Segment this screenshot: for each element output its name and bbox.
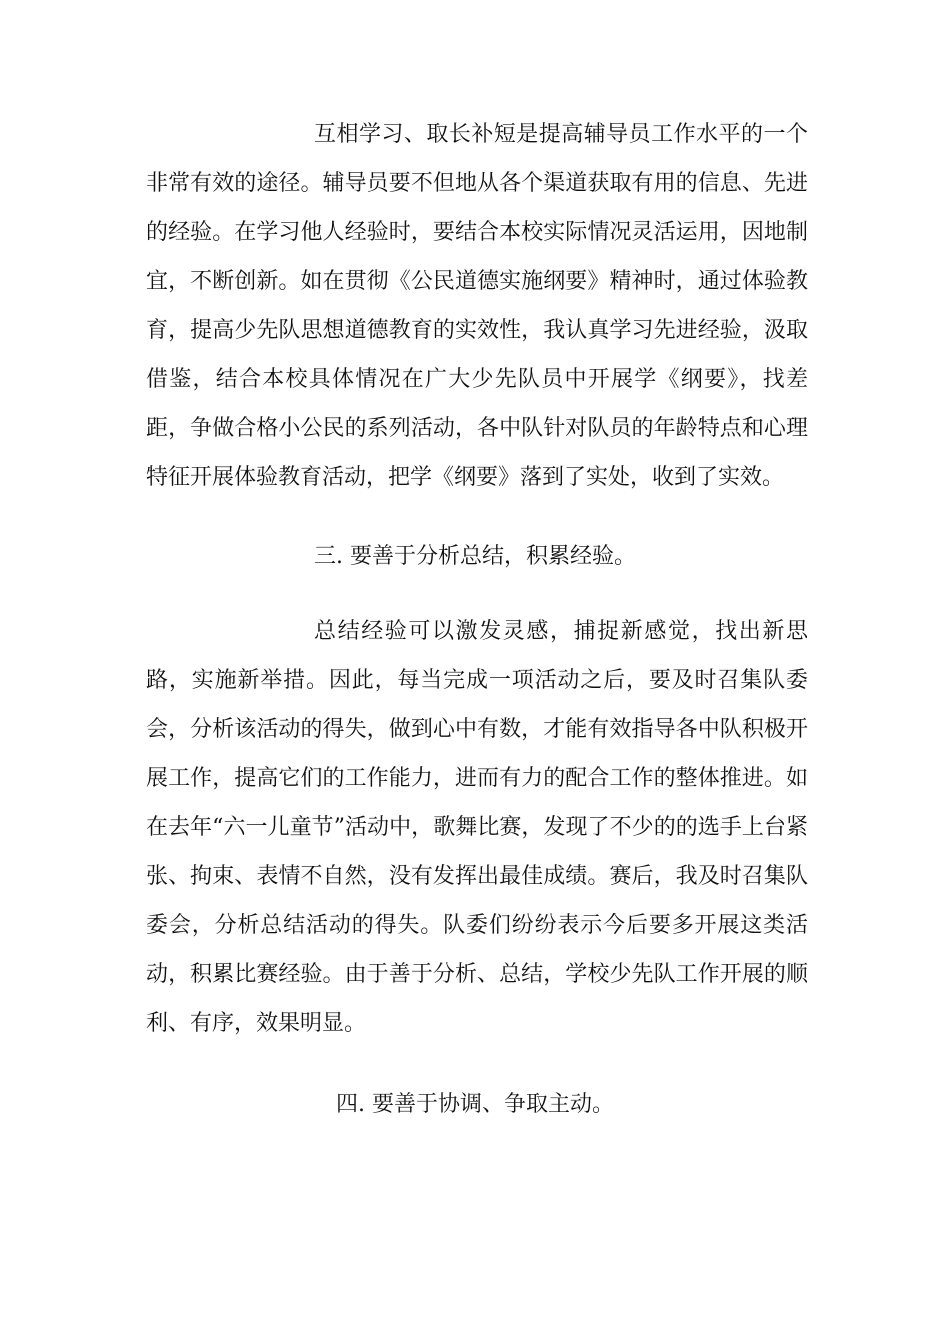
body-paragraph: 总结经验可以激发灵感，捕捉新感觉，找出新思路，实施新举措。因此，每当完成一项活动之后，要及时召集队委会，分析该活动的得失，做到心中有数，才能有效指导各中队积极开展工作，提高它们的工作能力，进而有力的配合工作的整体推进。如在去年“六一儿童节”活动中，歌舞比赛，发现了不少的的选手上台紧张、拘束、表情不自然，没有发挥出最佳成绩。赛后，我及时召集队委会，分析总结活动的得失。队委们纷纷表示今后要多开展这类活动，积累比赛经验。由于善于分析、总结，学校少先队工作开展的顺利、有序，效果明显。 xyxy=(146,619,808,1036)
section-heading: 三. 要善于分析总结，积累经验。 xyxy=(314,544,636,569)
body-paragraph: 互相学习、取长补短是提高辅导员工作水平的一个非常有效的途径。辅导员要不但地从各个渠道获取有用的信息、先进的经验。在学习他人经验时，要结合本校实际情况灵活运用，因地制宜，不断创新。如在贯彻《公民道德实施纲要》精神时，通过体验教育，提高少先队思想道德教育的实效性，我认真学习先进经验，汲取借鉴，结合本校具体情况在广大少先队员中开展学《纲要》，找差距，争做合格小公民的系列活动，各中队针对队员的年龄特点和心理特征开展体验教育活动，把学《纲要》落到了实处，收到了实效。 xyxy=(146,122,808,490)
section-heading: 四. 要善于协调、争取主动。 xyxy=(336,1092,614,1117)
